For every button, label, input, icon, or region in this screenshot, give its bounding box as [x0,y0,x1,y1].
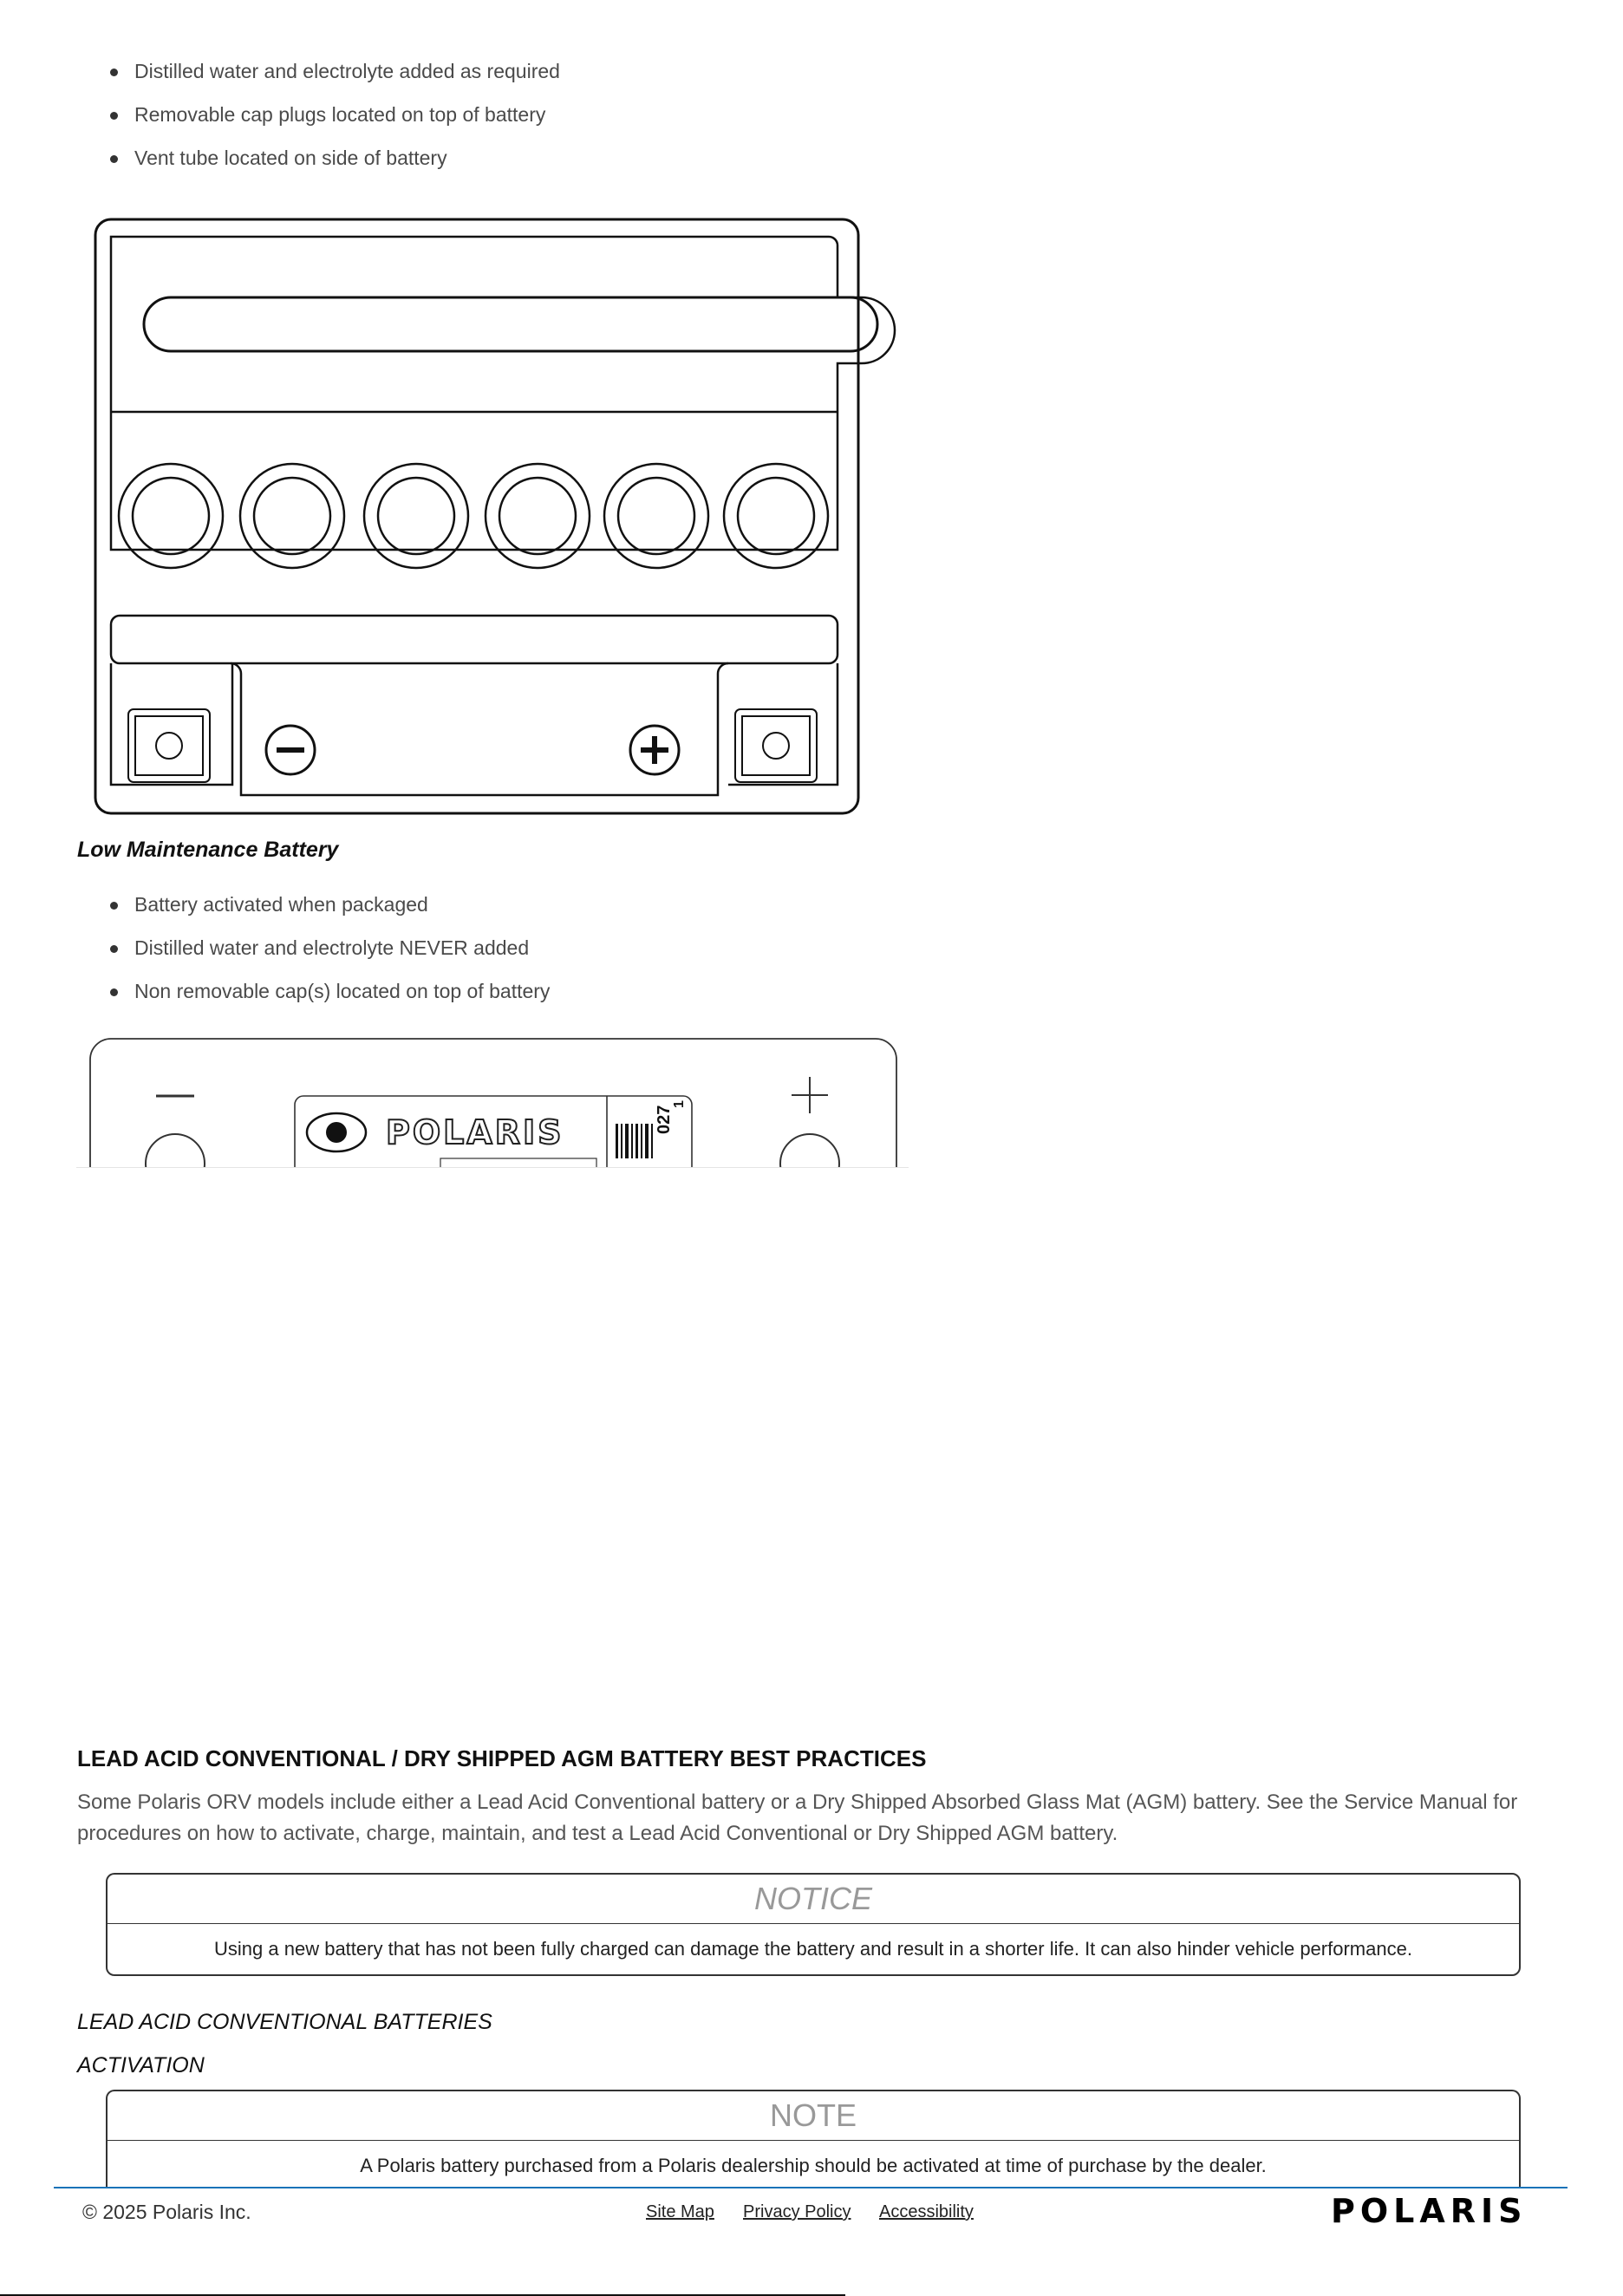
best-practices-title: LEAD ACID CONVENTIONAL / DRY SHIPPED AGM BATTERY BEST PRACTICES [77,1745,927,1771]
footer-link-site-map[interactable]: Site Map [646,2202,714,2221]
conventional-battery-illustration [87,212,910,819]
list-item: Distilled water and electrolyte NEVER added [0,926,550,969]
conventional-battery-bullets [0,49,560,179]
low-maintenance-bullets [0,883,550,1013]
list-item: Vent tube located on side of battery [0,136,560,179]
footer-link-privacy-policy[interactable]: Privacy Policy [743,2202,851,2221]
notice-text: Using a new battery that has not been fully charged can damage the battery and result in a shorter life. It can also hinder vehicle performance. [214,1938,1412,1960]
battery-label-brand: POLARIS [386,1113,564,1151]
footer-divider [54,2187,1568,2188]
battery-label-code: 027 [655,1105,674,1134]
list-item: Non removable cap(s) located on top of battery [0,969,550,1013]
low-maintenance-caption: Low Maintenance Battery [77,838,339,862]
notice-box [106,1873,1521,1976]
note-heading: NOTE [108,2091,1519,2141]
list-item: Battery activated when packaged [0,883,550,926]
footer-link-accessibility[interactable]: Accessibility [879,2202,974,2221]
footer-polaris-logo[interactable]: POLARIS [1331,2192,1528,2230]
note-text: A Polaris battery purchased from a Polaris dealership should be activated at time of purchase by the dealer. [360,2155,1267,2176]
footer-copyright: © 2025 Polaris Inc. [82,2201,251,2223]
activation-heading: ACTIVATION [77,2053,205,2077]
note-box [106,2090,1521,2188]
list-item: Removable cap plugs located on top of battery [0,93,560,136]
low-maintenance-battery-illustration [76,1037,909,1168]
list-item: Distilled water and electrolyte added as required [0,49,560,93]
best-practices-paragraph: Some Polaris ORV models include either a Lead Acid Conventional battery or a Dry Shipped Absorbed Glass Mat (AGM) battery. See the Service Manual for procedures on how to activate, charge, maintain, and test a Lead Acid Conventional or Dry Shipped AGM battery. [77,1790,1518,1845]
notice-heading: NOTICE [108,1875,1519,1924]
lead-acid-heading: LEAD ACID CONVENTIONAL BATTERIES [77,2010,492,2034]
battery-label-code-suffix: 1 [672,1100,687,1108]
